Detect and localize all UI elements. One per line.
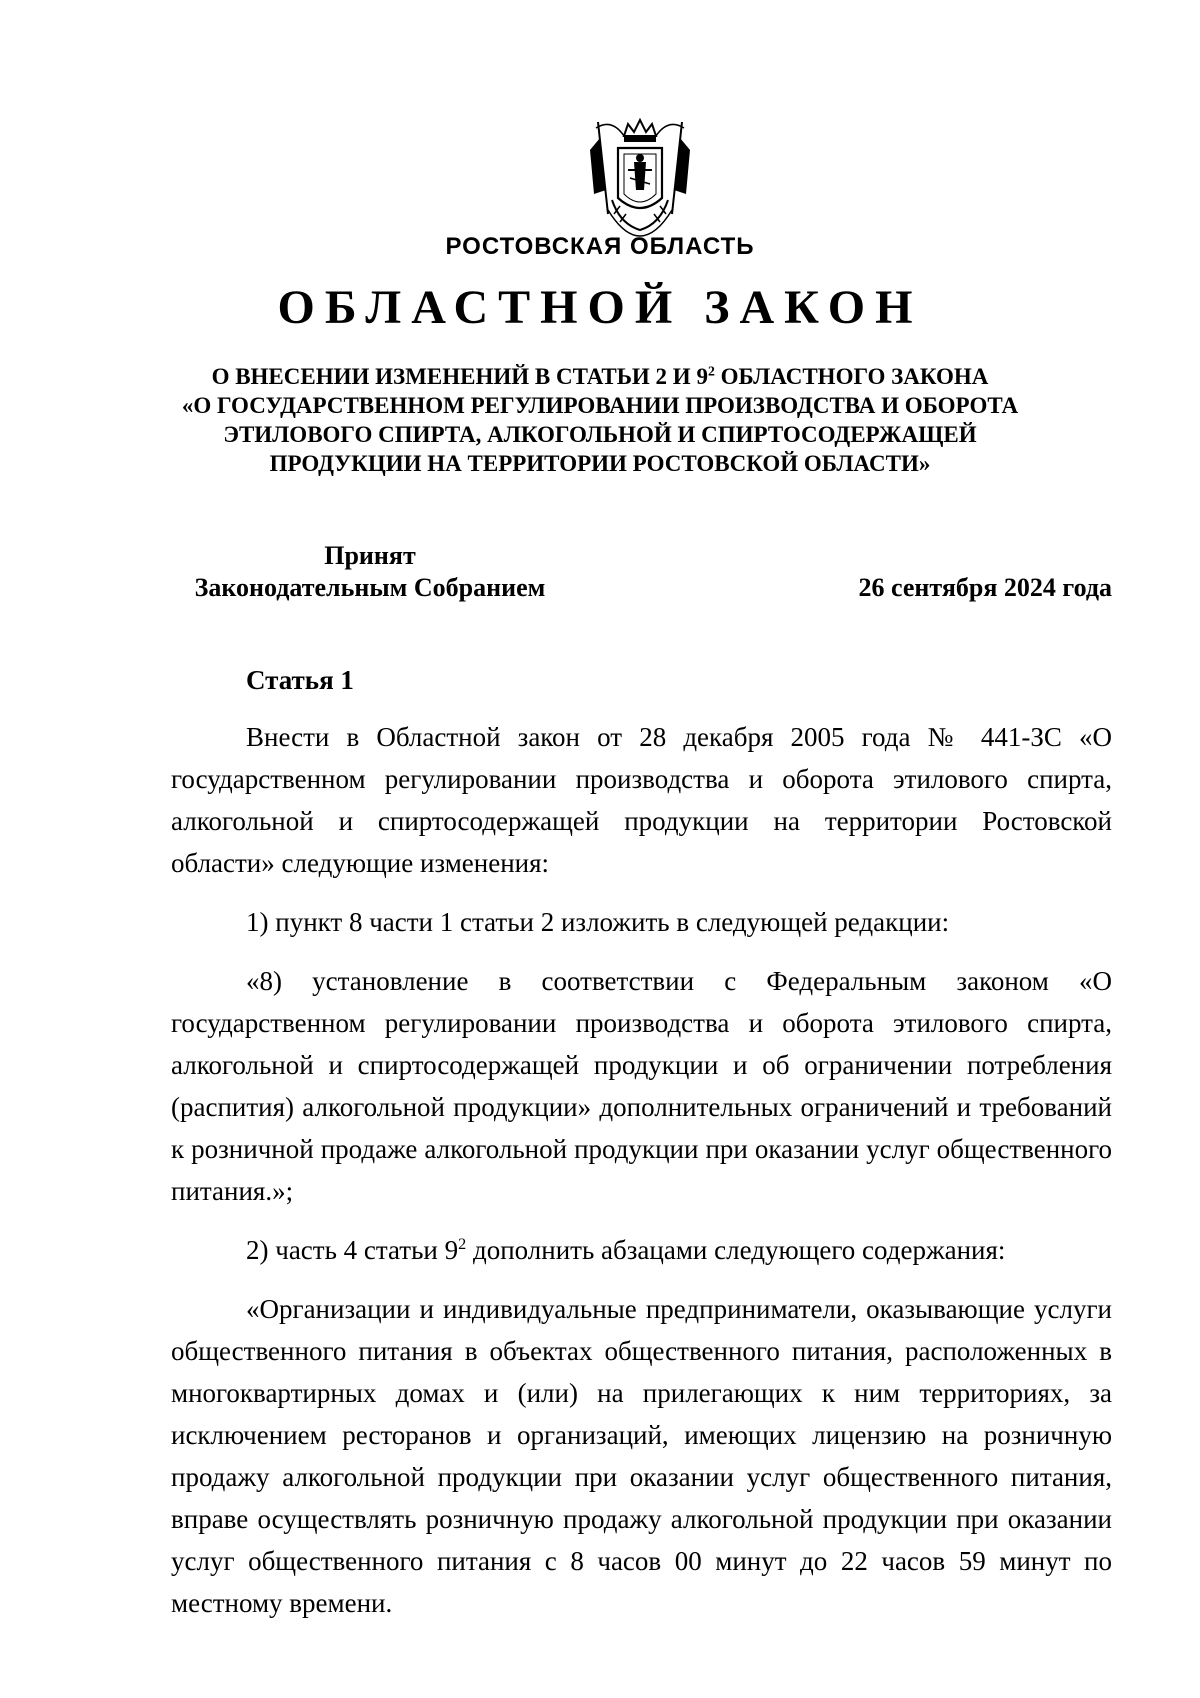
law-title-line-2: «О ГОСУДАРСТВЕННОМ РЕГУЛИРОВАНИИ ПРОИЗВОДСТВА И ОБОРОТА [181,393,1019,418]
article-paragraph-3: «8) установление в соответствии с Федеральным законом «О государственном регулировании производства и оборота этилового спирта, алкогольной и спиртосодержащей продукции и об ограничении потребления (распития) алкогольной продукции» дополнительных ограничений и требований к розничной продаже алкогольной продукции при оказании услуг общественного питания.»; [171,966,1112,1206]
article-paragraph-4: 2) часть 4 статьи $9^2$ дополнить абзацами следующего содержания: [246,1235,1006,1265]
adopting-body: Законодательным Собранием [194,573,546,602]
law-title [120,362,1080,478]
adopted-label: Принят [324,541,416,570]
region-name: РОСТОВСКАЯ ОБЛАСТЬ [445,233,755,260]
article-paragraph-1: Внести в Областной закон от 28 декабря 2005 года № 441-ЗС «О государственном регулировании производства и оборота этилового спирта, алкогольной и спиртосодержащей продукции на территории Ростовской области» следующие изменения: [171,722,1112,878]
law-title-line-3: ЭТИЛОВОГО СПИРТА, АЛКОГОЛЬНОЙ И СПИРТОСОДЕРЖАЩЕЙ [223,422,977,447]
law-type-heading: ОБЛАСТНОЙ ЗАКОН [277,281,923,334]
article-paragraph-5: «Организации и индивидуальные предприниматели, оказывающие услуги общественного питания в объектах общественного питания, расположенных в многоквартирных домах и (или) на прилегающих к ним территориях, за исключением ресторанов и организаций, имеющих лицензию на розничную продажу алкогольной продукции при оказании услуг общественного питания, вправе осуществлять розничную продажу алкогольной продукции при оказании услуг общественного питания с 8 часов 00 минут до 22 часов 59 минут по местному времени. [171,1294,1112,1618]
article-body [171,716,1112,1641]
law-title-line-4: ПРОДУКЦИИ НА ТЕРРИТОРИИ РОСТОВСКОЙ ОБЛАСТИ» [269,451,931,476]
article-paragraph-2: 1) пункт 8 части 1 статьи 2 изложить в следующей редакции: [246,907,950,937]
adopted-by [160,540,580,604]
rostov-oblast-coat-of-arms-icon [584,114,696,240]
law-title-line-1: О ВНЕСЕНИИ ИЗМЕНЕНИЙ В СТАТЬИ 2 И $9^2$ ОБЛАСТНОГО ЗАКОНА [211,363,989,389]
adoption-date: 26 сентября 2024 года [858,573,1112,602]
article-heading: Статья 1 [246,665,354,695]
